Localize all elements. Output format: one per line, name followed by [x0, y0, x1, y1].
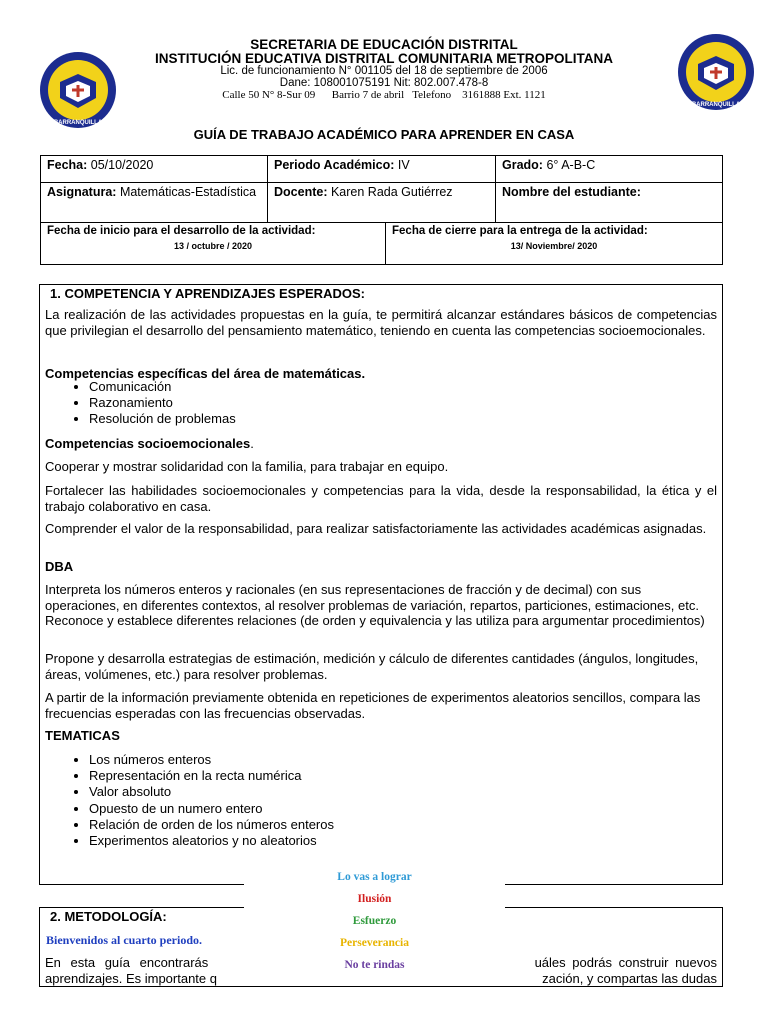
list-item: • Experimentos aleatorios y no aleatorios — [89, 833, 334, 849]
list-item: • Valor absoluto — [89, 784, 334, 800]
fecha-cell: Fecha: 05/10/2020 — [41, 156, 268, 183]
header-line3: Lic. de funcionamiento N° 001105 del 18 de septiembre de 2006 — [220, 65, 548, 77]
metodologia-line2-right: zación, y compartas las dudas — [542, 971, 717, 986]
metodologia-line1-left: En esta guía encontrarás — [45, 955, 209, 970]
tematicas-list — [45, 752, 334, 849]
tematicas-heading: TEMATICAS — [45, 728, 120, 743]
metodologia-line2-left: aprendizajes. Es importante q — [45, 971, 217, 986]
motivation-word: Ilusión — [357, 893, 392, 905]
header-line4: Dane: 108001075191 Nit: 802.007.478-8 — [279, 77, 489, 89]
dba-p3: A partir de la información previamente obtenida en repeticiones de experimentos aleatorios sencillos, compara las frecuencias esperadas con las frecuencias observadas. — [45, 690, 701, 721]
list-item: • Opuesto de un numero entero — [89, 801, 334, 817]
grado-cell: Grado: 6° A-B-C — [496, 156, 723, 183]
inicio-box — [40, 222, 386, 265]
motivation-panel — [244, 868, 505, 983]
socio-p3: Comprender el valor de la responsabilidad, para realizar satisfactoriamente las actividades académicas asignadas. — [45, 521, 707, 536]
welcome-text: Bienvenidos al cuarto periodo. — [46, 933, 203, 947]
estudiante-cell[interactable]: Nombre del estudiante: — [496, 183, 723, 223]
list-item: • Comunicación — [89, 379, 236, 395]
logo-text: BARRANQUILLA — [53, 120, 103, 126]
motivation-word: No te rindas — [344, 959, 405, 971]
socio-p1: Cooperar y mostrar solidaridad con la familia, para trabajar en equipo. — [45, 459, 449, 474]
cierre-value: 13/ Noviembre/ 2020 — [510, 241, 598, 251]
list-item: • Razonamiento — [89, 395, 236, 411]
inicio-value: 13 / octubre / 2020 — [173, 241, 253, 251]
info-table — [40, 155, 723, 223]
header-line2: INSTITUCIÓN EDUCATIVA DISTRITAL COMUNITARIA METROPOLITANA — [155, 51, 613, 66]
list-item: • Representación en la recta numérica — [89, 768, 334, 784]
periodo-cell: Periodo Académico: IV — [268, 156, 496, 183]
inicio-label: Fecha de inicio para el desarrollo de la actividad: — [47, 225, 316, 237]
logo-text: BARRANQUILLA — [691, 102, 741, 108]
list-item: • Resolución de problemas — [89, 411, 236, 427]
list-item: • Relación de orden de los números enteros — [89, 817, 334, 833]
motivation-word: Perseverancia — [340, 937, 409, 949]
section1-title: 1. COMPETENCIA Y APRENDIZAJES ESPERADOS: — [50, 286, 365, 301]
section2-title: 2. METODOLOGÍA: — [50, 909, 167, 924]
section1-intro: La realización de las actividades propuestas en la guía, te permitirá alcanzar estándares básicos de competencias que privilegian el desarrollo del pensamiento matemático, teniendo en cuenta las competencias socioemocionales. — [45, 307, 717, 338]
especificas-heading: Competencias específicas del área de matemáticas. — [45, 366, 366, 381]
dba-p2: Propone y desarrolla estrategias de estimación, medición y cálculo de diferentes cantidades (ángulos, longitudes, áreas, volúmenes, etc.) para resolver problemas. — [45, 651, 699, 682]
cierre-label: Fecha de cierre para la entrega de la actividad: — [392, 225, 648, 237]
socio-p2: Fortalecer las habilidades socioemocionales y competencias para la vida, desde la responsabilidad, la ética y el trabajo colaborativo en casa. — [45, 483, 717, 514]
cierre-box — [385, 222, 723, 265]
dba-p1: Interpreta los números enteros y racionales (en sus representaciones de fracción y de decimal) con sus operaciones, en diferentes contextos, al resolver problemas de variación, repartos, particiones, estimaciones, etc. Reconoce y establece diferentes relaciones (de orden y equivalencia y las utiliza para argumentar procedimientos) — [45, 582, 705, 629]
socio-heading: Competencias socioemocionales. — [45, 436, 254, 451]
docente-cell: Docente: Karen Rada Gutiérrez — [268, 183, 496, 223]
dba-heading: DBA — [45, 559, 74, 574]
especificas-list — [45, 379, 236, 428]
metodologia-line1-right: uáles podrás construir nuevos — [534, 955, 717, 970]
motivation-word: Lo vas a lograr — [337, 871, 412, 883]
doc-title: GUÍA DE TRABAJO ACADÉMICO PARA APRENDER EN CASA — [193, 127, 575, 142]
header-line1: SECRETARIA DE EDUCACIÓN DISTRITAL — [250, 37, 518, 52]
list-item: • Los números enteros — [89, 752, 334, 768]
motivation-word: Esfuerzo — [352, 915, 397, 927]
asignatura-cell: Asignatura: Matemáticas-Estadística — [41, 183, 268, 223]
header-line5: Calle 50 N° 8-Sur 09 Barrio 7 de abril Telefono 3161888 Ext. 1121 — [222, 89, 546, 101]
